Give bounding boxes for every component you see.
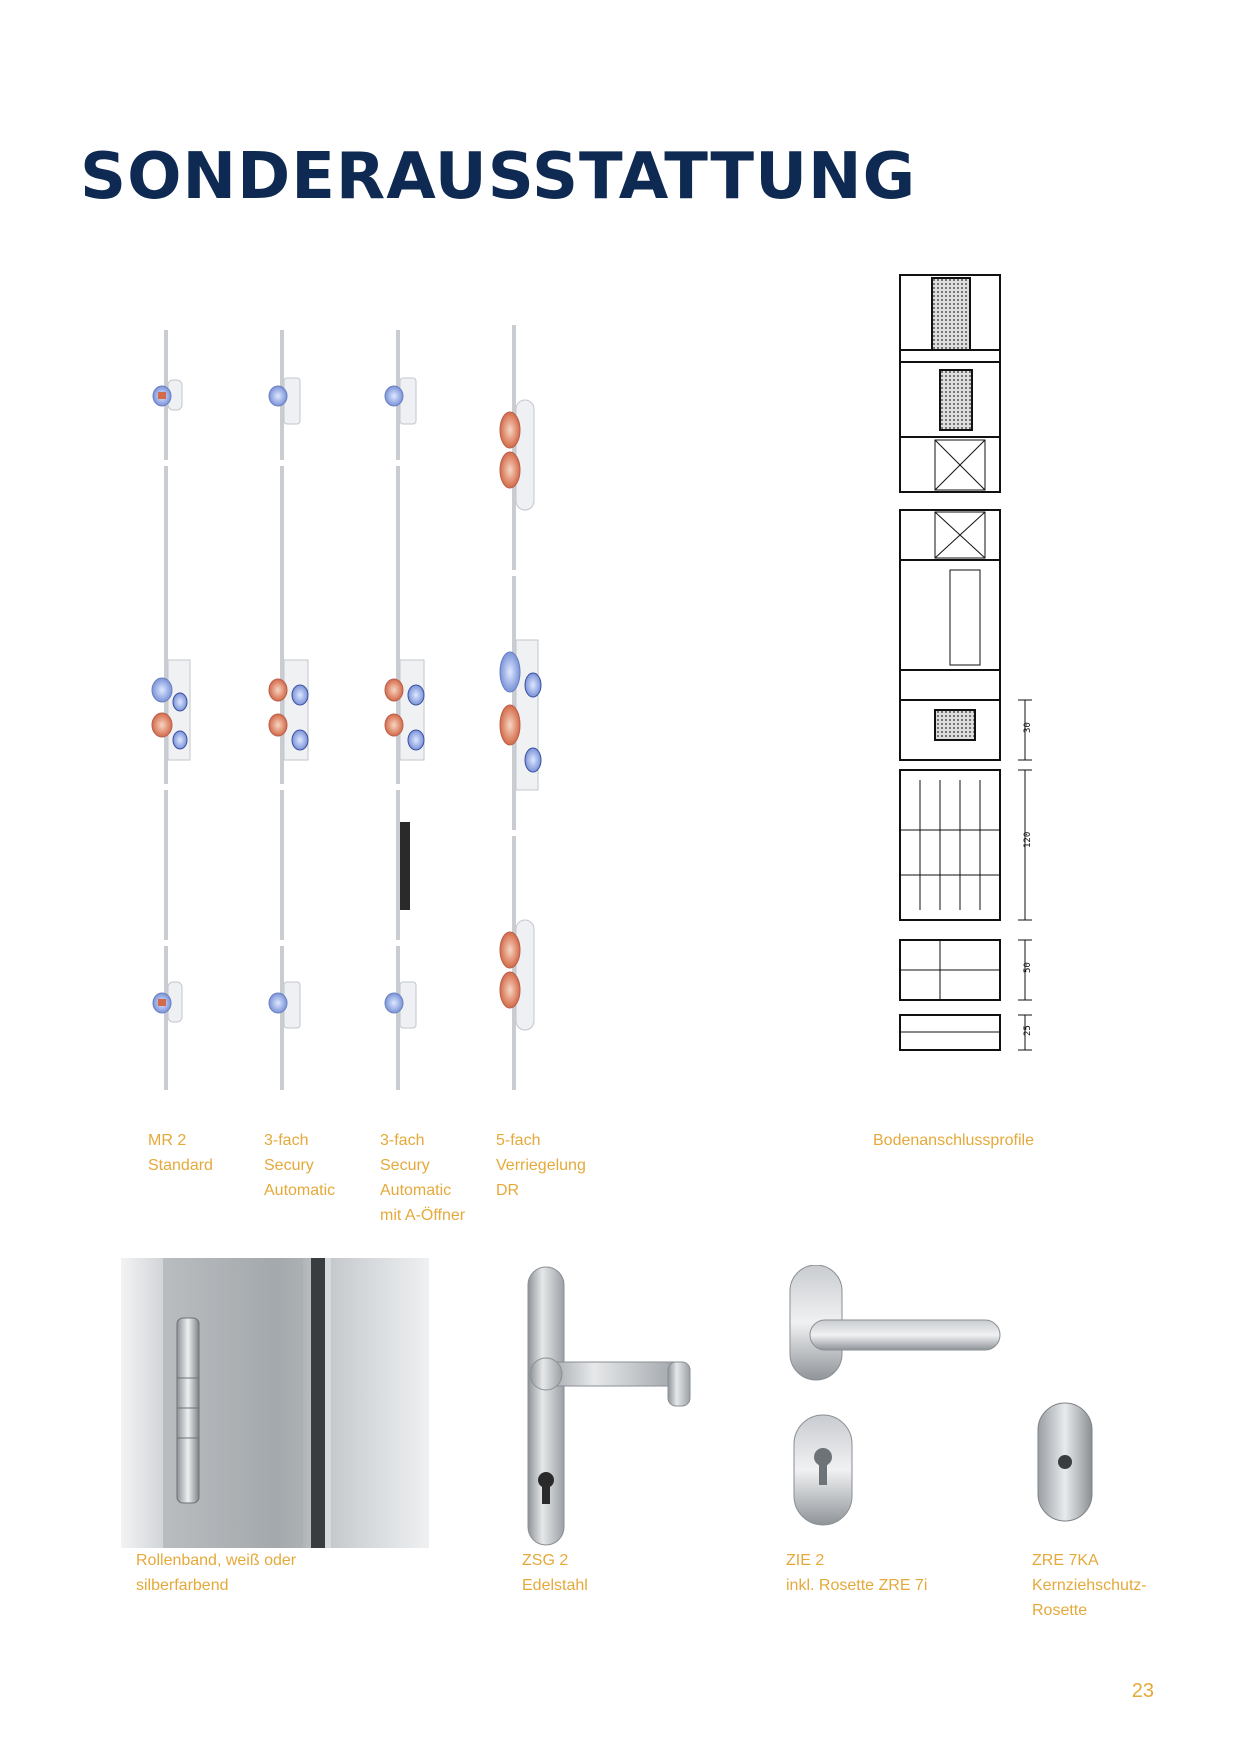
- caption-bodenanschluss: Bodenanschlussprofile: [873, 1132, 1034, 1149]
- lock-bar-3fach-secury: [269, 330, 308, 1090]
- caption-mr2: MR 2 Standard: [148, 1132, 213, 1174]
- rollenband-photo: [121, 1258, 429, 1548]
- dim-25: 25: [1023, 1025, 1033, 1036]
- dim-50: 50: [1023, 962, 1033, 973]
- dim-30: 30: [1023, 722, 1033, 733]
- zsg2-handle-photo: [520, 1262, 700, 1552]
- caption-rollenband: Rollenband, weiß oder silberfarbend: [136, 1552, 297, 1594]
- lock-bar-mr2: [152, 330, 190, 1090]
- caption-zie2: ZIE 2 inkl. Rosette ZRE 7i: [786, 1552, 928, 1594]
- page-number: 23: [1131, 1680, 1154, 1702]
- zie2-handle-photo: [780, 1265, 1020, 1535]
- zre7ka-rosette-photo: [1030, 1398, 1100, 1528]
- caption-5fach: 5-fach Verriegelung DR: [496, 1132, 586, 1199]
- lock-bar-3fach-a-oeffner: [385, 330, 424, 1090]
- caption-3fach-secury: 3-fach Secury Automatic: [264, 1132, 336, 1199]
- page-title: SONDERAUSSTATTUNG: [80, 140, 917, 214]
- lock-bar-5fach: [500, 325, 541, 1090]
- dim-120: 120: [1023, 831, 1033, 848]
- floor-profile-drawing: [880, 270, 1050, 1110]
- caption-3fach-a-oeffner: 3-fach Secury Automatic mit A-Öffner: [380, 1132, 466, 1224]
- caption-zsg2: ZSG 2 Edelstahl: [522, 1552, 588, 1594]
- locking-bars-figure: [140, 320, 560, 1100]
- caption-zre7ka: ZRE 7KA Kernziehschutz- Rosette: [1032, 1552, 1147, 1619]
